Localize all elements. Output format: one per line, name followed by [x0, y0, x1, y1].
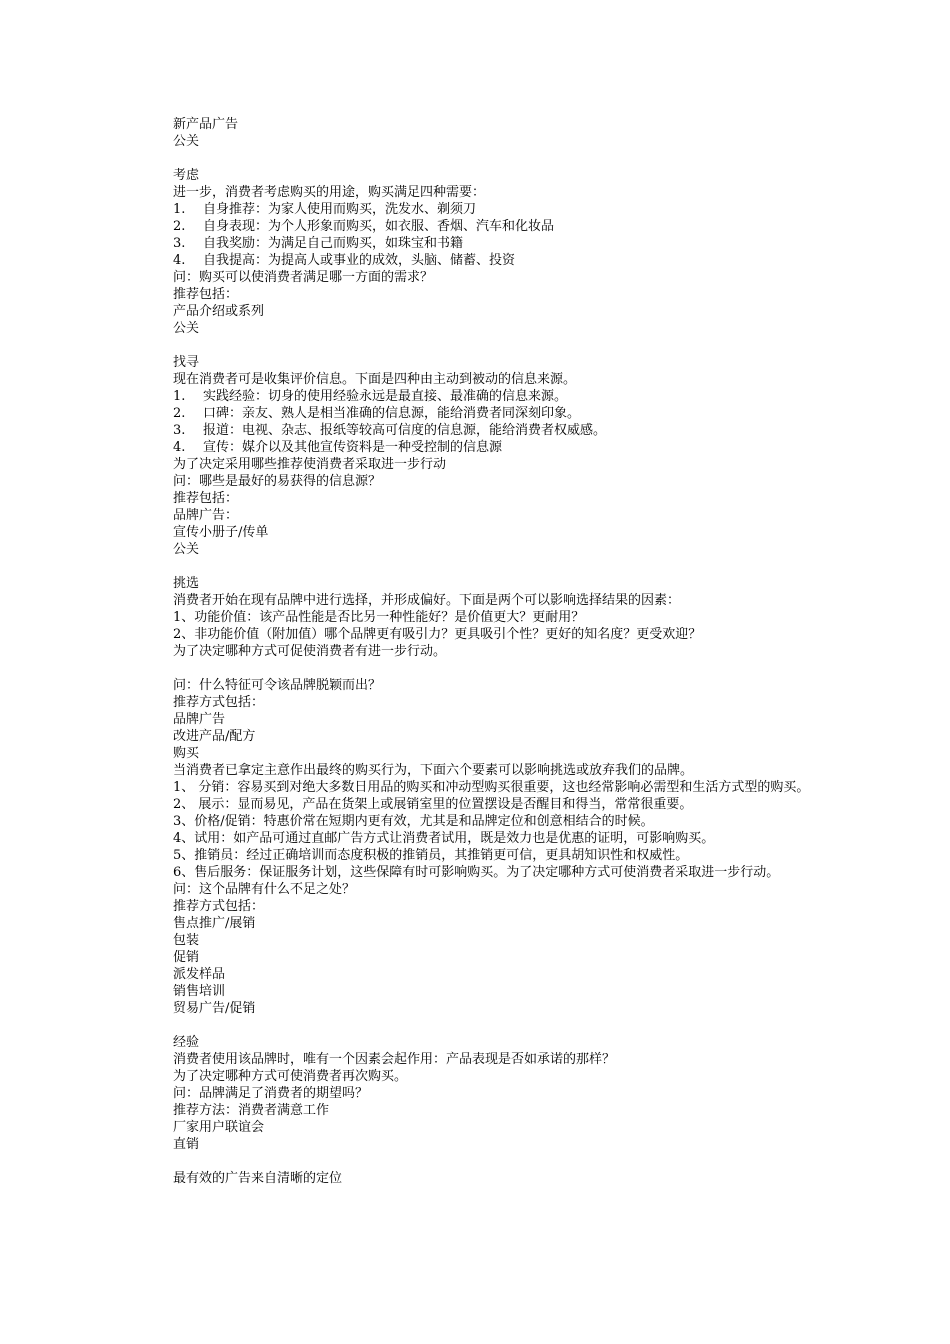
list-number: 3. — [173, 236, 186, 251]
text-line: 为了决定哪种方式可促使消费者有进一步行动。 — [173, 644, 447, 659]
text-line: 新产品广告 — [173, 117, 239, 132]
text-line: 1、功能价值：该产品性能是否比另一种性能好？是价值更大？更耐用？ — [173, 610, 585, 625]
text-line: 问：哪些是最好的易获得的信息源？ — [173, 474, 382, 489]
text-line: 问：什么特征可令该品牌脱颖而出？ — [173, 678, 382, 693]
text-line: 公关 — [173, 321, 200, 336]
text-line: 问：品牌满足了消费者的期望吗？ — [173, 1086, 369, 1101]
list-item — [146, 388, 816, 405]
list-text: 报道：电视、杂志、报纸等较高可信度的信息源，能给消费者权威感。 — [203, 423, 607, 438]
text-line: 贸易广告/促销 — [173, 1001, 256, 1016]
text-line: 推荐方式包括： — [173, 899, 265, 914]
section-title-search: 找寻 — [173, 355, 200, 370]
list-number: 2. — [173, 219, 186, 234]
text-line: 促销 — [173, 950, 200, 965]
text-line: 2、非功能价值（附加值）哪个品牌更有吸引力？更具吸引个性？更好的知名度？更受欢迎？ — [173, 627, 702, 642]
text-line: 为了决定哪种方式可使消费者再次购买。 — [173, 1069, 408, 1084]
text-line: 宣传小册子/传单 — [173, 525, 269, 540]
text-line: 品牌广告 — [173, 712, 226, 727]
list-item — [146, 439, 816, 456]
text-line: 现在消费者可是收集评价信息。下面是四种由主动到被动的信息来源。 — [173, 372, 577, 387]
list-item — [146, 252, 816, 269]
text-line: 公关 — [173, 134, 200, 149]
list-text: 自身表现：为个人形象而购买，如衣服、香烟、汽车和化妆品 — [203, 219, 555, 234]
list-item — [146, 422, 816, 439]
section-title-choose: 挑选 — [173, 576, 200, 591]
text-line: 公关 — [173, 542, 200, 557]
document-body — [146, 116, 816, 1187]
text-line: 厂家用户联谊会 — [173, 1120, 265, 1135]
text-line: 产品介绍或系列 — [173, 304, 265, 319]
text-line: 消费者使用该品牌时，唯有一个因素会起作用：产品表现是否如承诺的那样？ — [173, 1052, 616, 1067]
text-line: 5、推销员：经过正确培训而态度积极的推销员，其推销更可信，更具胡知识性和权威性。 — [173, 848, 689, 863]
text-line: 问：这个品牌有什么不足之处？ — [173, 882, 356, 897]
list-item — [146, 405, 816, 422]
text-line: 派发样品 — [173, 967, 226, 982]
list-text: 口碑：亲友、熟人是相当准确的信息源，能给消费者同深刻印象。 — [203, 406, 581, 421]
text-line: 直销 — [173, 1137, 200, 1152]
text-line: 改进产品/配方 — [173, 729, 256, 744]
text-line: 3、价格/促销：特惠价常在短期内更有效，尤其是和品牌定位和创意相结合的时候。 — [173, 814, 654, 829]
text-line: 问：购买可以使消费者满足哪一方面的需求？ — [173, 270, 434, 285]
list-item — [146, 235, 816, 252]
section-title-consider: 考虑 — [173, 168, 200, 183]
list-number: 4. — [173, 253, 186, 268]
list-number: 3. — [173, 423, 186, 438]
paragraph: 1、 分销：容易买到对绝大多数日用品的购买和冲动型购买很重要，这也经常影响必需型和生活方式型的购买。 — [173, 780, 810, 795]
section-title-experience: 经验 — [173, 1035, 200, 1050]
list-item — [146, 201, 816, 218]
section-title-buy: 购买 — [173, 746, 200, 761]
list-number: 1. — [173, 202, 186, 217]
list-text: 自身推荐：为家人使用而购买，洗发水、剃须刀 — [203, 202, 477, 217]
text-line: 售点推广/展销 — [173, 916, 256, 931]
text-line: 品牌广告： — [173, 508, 239, 523]
text-line: 为了决定采用哪些推荐使消费者采取进一步行动 — [173, 457, 447, 472]
paragraph: 6、售后服务：保证服务计划，这些保障有时可影响购买。为了决定哪种方式可使消费者采取进一步行动。 — [173, 865, 780, 880]
list-number: 2. — [173, 406, 186, 421]
text-line: 包装 — [173, 933, 200, 948]
text-line: 4、试用：如产品可通过直邮广告方式让消费者试用，既是效力也是优惠的证明，可影响购买。 — [173, 831, 715, 846]
text-line: 当消费者已拿定主意作出最终的购买行为，下面六个要素可以影响挑选或放弃我们的品牌。 — [173, 763, 694, 778]
text-line: 销售培训 — [173, 984, 226, 999]
text-line: 2、 展示：显而易见，产品在货架上或展销室里的位置摆设是否醒目和得当，常常很重要。 — [173, 797, 693, 812]
text-line: 推荐包括： — [173, 287, 239, 302]
list-text: 宣传：媒介以及其他宣传资料是一种受控制的信息源 — [203, 440, 503, 455]
closing-line: 最有效的广告来自清晰的定位 — [173, 1171, 343, 1186]
text-line: 推荐方法：消费者满意工作 — [173, 1103, 330, 1118]
list-number: 4. — [173, 440, 186, 455]
list-text: 自我提高：为提高人或事业的成效，头脑、储蓄、投资 — [203, 253, 516, 268]
list-text: 实践经验：切身的使用经验永远是最直接、最准确的信息来源。 — [203, 389, 568, 404]
text-line: 消费者开始在现有品牌中进行选择，并形成偏好。下面是两个可以影响选择结果的因素： — [173, 593, 681, 608]
text-line: 进一步，消费者考虑购买的用途，购买满足四种需要： — [173, 185, 486, 200]
text-line: 推荐包括： — [173, 491, 239, 506]
list-text: 自我奖励：为满足自己而购买，如珠宝和书籍 — [203, 236, 464, 251]
list-item — [146, 218, 816, 235]
list-number: 1. — [173, 389, 186, 404]
text-line: 推荐方式包括： — [173, 695, 265, 710]
